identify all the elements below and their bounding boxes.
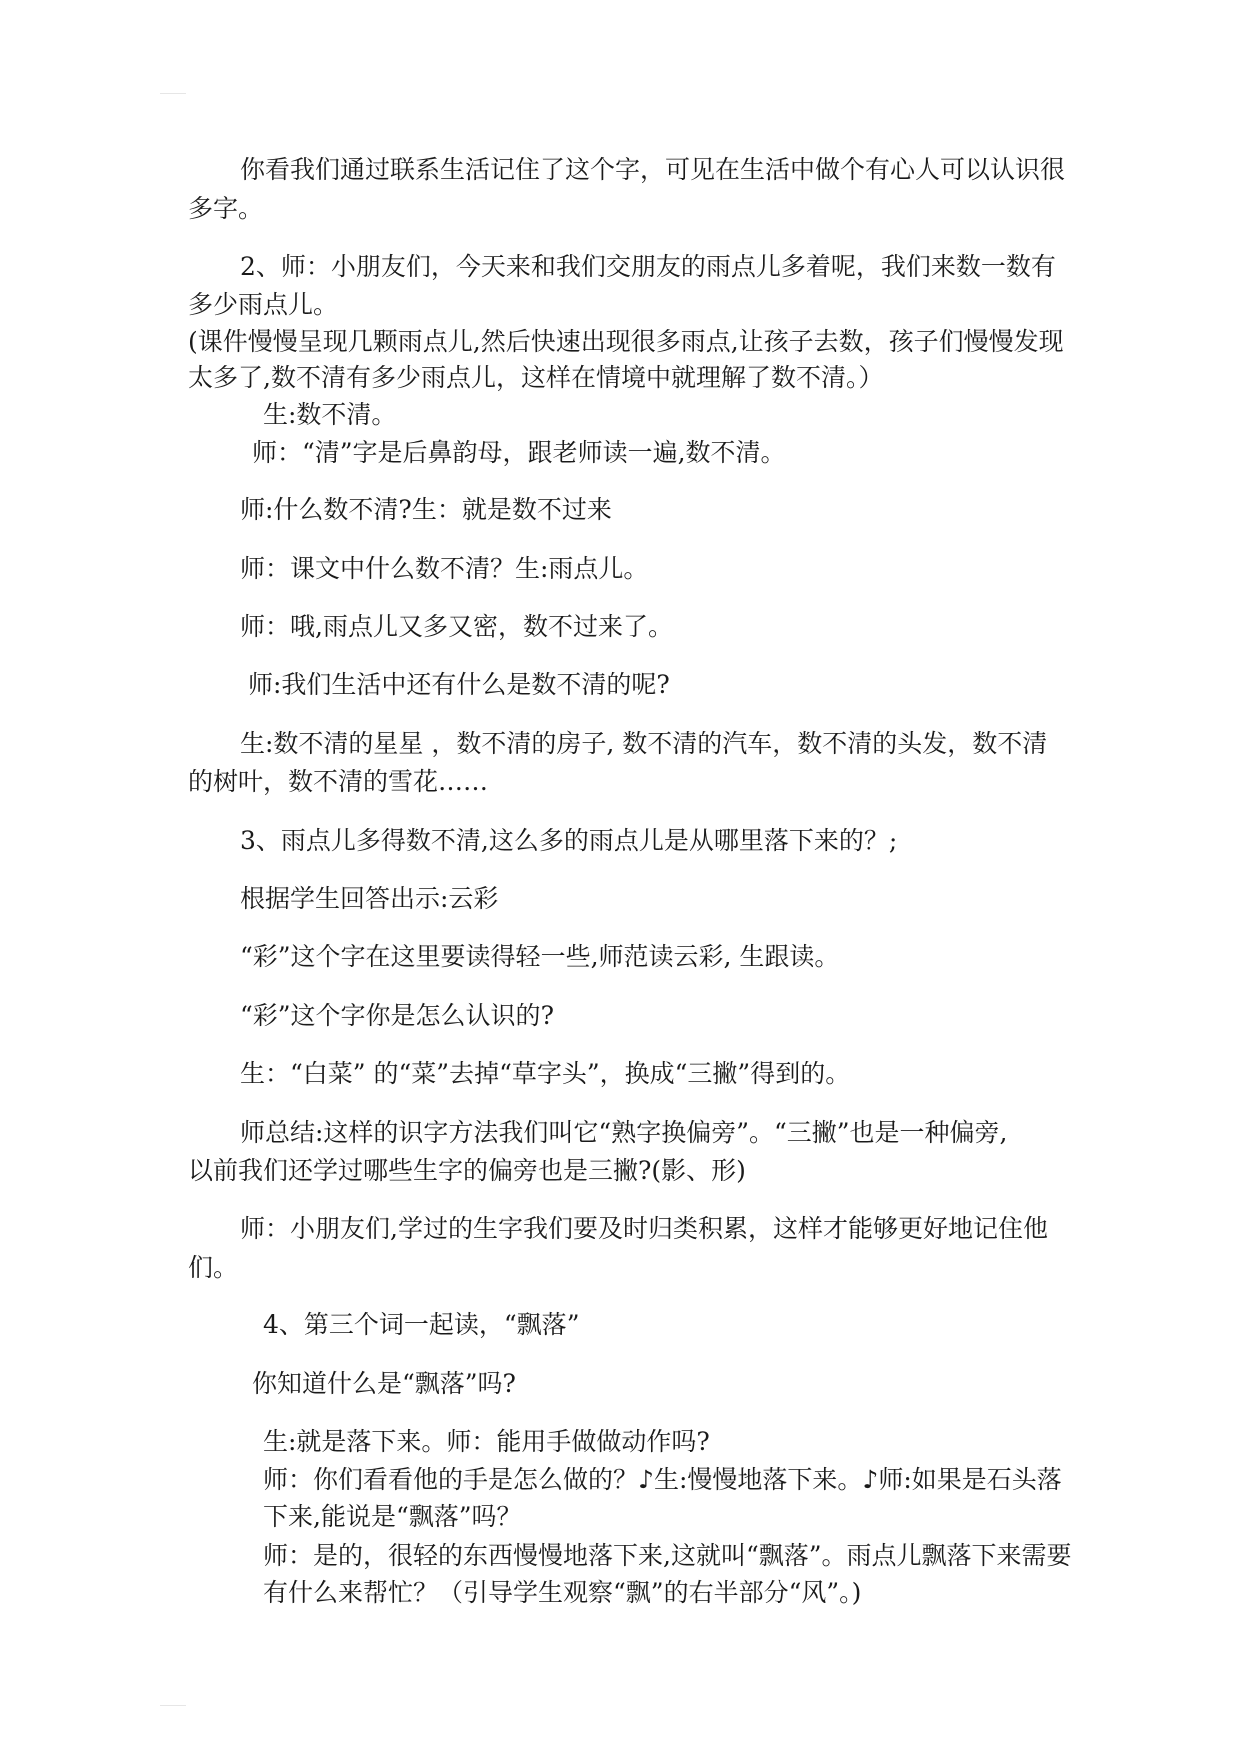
paragraph-line: 3、雨点儿多得数不清,这么多的雨点儿是从哪里落下来的？;	[240, 826, 898, 855]
paragraph-line: 师：你们看看他的手是怎么做的？♪生:慢慢地落下来。♪师:如果是石头落	[263, 1465, 1062, 1494]
paragraph-line: 你看我们通过联系生活记住了这个字，可见在生活中做个有心人可以认识很	[240, 155, 1066, 184]
paragraph-line: 你知道什么是“飘落”吗?	[252, 1369, 516, 1398]
paragraph-line: 生:数不清的星星 ，数不清的房子, 数不清的汽车，数不清的头发，数不清	[240, 729, 1048, 758]
paragraph-line: 的树叶，数不清的雪花……	[188, 767, 489, 796]
paragraph-line: “彩”这个字你是怎么认识的?	[240, 1001, 554, 1030]
paragraph-line: 多少雨点儿。	[188, 290, 339, 319]
paragraph-line: 们。	[188, 1253, 239, 1282]
paragraph-line: 师:什么数不清?生：就是数不过来	[240, 495, 612, 524]
paragraph-line: 太多了,数不清有多少雨点儿，这样在情境中就理解了数不清。）	[188, 363, 884, 392]
corner-mark-bottom	[160, 1705, 186, 1706]
paragraph-line: 师：小朋友们,学过的生字我们要及时归类积累，这样才能够更好地记住他	[240, 1214, 1048, 1243]
paragraph-line: 以前我们还学过哪些生字的偏旁也是三撇?(影、形)	[188, 1156, 746, 1185]
paragraph-line: 多字。	[188, 194, 264, 223]
paragraph-line: 师：“清”字是后鼻韵母，跟老师读一遍,数不清。	[252, 438, 786, 467]
paragraph-line: 有什么来帮忙？（引导学生观察“飘”的右半部分“风”。)	[263, 1578, 862, 1607]
paragraph-line: 师：哦,雨点儿又多又密，数不过来了。	[240, 612, 673, 641]
paragraph-line: 师：课文中什么数不清？生:雨点儿。	[240, 554, 649, 583]
paragraph-line: 下来,能说是“飘落”吗？	[263, 1502, 522, 1531]
corner-mark-top	[160, 93, 186, 94]
paragraph-line: 2、师：小朋友们，今天来和我们交朋友的雨点儿多着呢，我们来数一数有	[240, 252, 1056, 281]
paragraph-line: (课件慢慢呈现几颗雨点儿,然后快速出现很多雨点,让孩子去数，孩子们慢慢发现	[188, 327, 1064, 356]
paragraph-line: 师:我们生活中还有什么是数不清的呢?	[248, 670, 670, 699]
paragraph-line: 师总结:这样的识字方法我们叫它“熟字换偏旁”。“三撇”也是一种偏旁,	[240, 1118, 1008, 1147]
paragraph-line: 根据学生回答出示:云彩	[240, 884, 499, 913]
paragraph-line: 师：是的，很轻的东西慢慢地落下来,这就叫“飘落”。雨点儿飘落下来需要	[263, 1541, 1072, 1570]
paragraph-line: 4、第三个词一起读，“飘落”	[263, 1310, 580, 1339]
paragraph-line: 生：“白菜” 的“菜”去掉“草字头”，换成“三撇”得到的。	[240, 1059, 851, 1088]
paragraph-line: 生:数不清。	[263, 400, 397, 429]
paragraph-line: 生:就是落下来。师：能用手做做动作吗?	[263, 1427, 710, 1456]
paragraph-line: “彩”这个字在这里要读得轻一些,师范读云彩, 生跟读。	[240, 942, 840, 971]
